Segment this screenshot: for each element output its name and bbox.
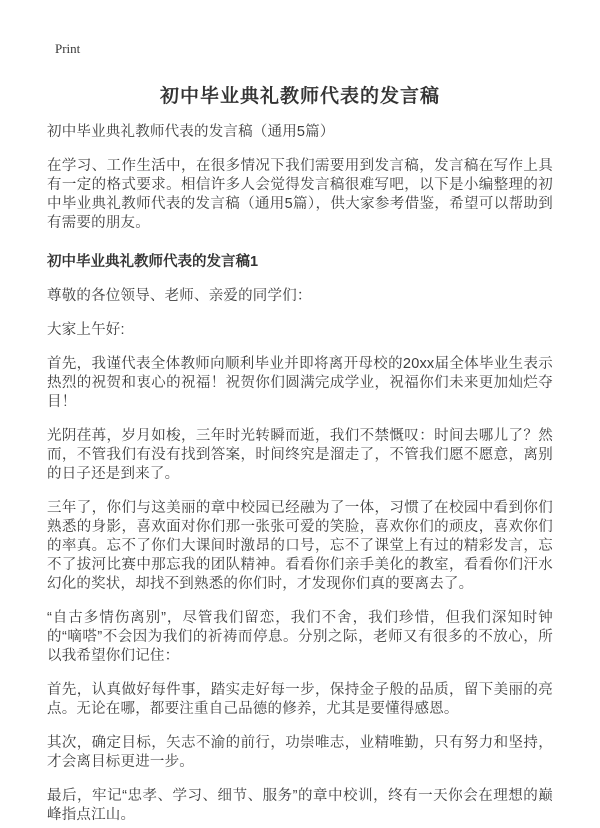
page-title: 初中毕业典礼教师代表的发言稿 <box>159 86 440 107</box>
doc-subtitle: 初中毕业典礼教师代表的发言稿（通用5篇） <box>47 124 335 140</box>
body-paragraph: 最后，牢记“忠孝、学习、细节、服务”的章中校训，终有一天你会在理想的巅峰指点江山。 <box>47 788 553 823</box>
body-paragraph: 首先，认真做好每件事，踏实走好每一步，保持金子般的品质，留下美丽的亮点。无论在哪，都要注重自己品德的修养，尤其是要懂得感恩。 <box>47 682 553 717</box>
body-paragraph: 三年了，你们与这美丽的章中校园已经融为了一体，习惯了在校园中看到你们熟悉的身影，喜欢面对你们那一张张可爱的笑脸，喜欢你们的顽皮，喜欢你们的率真。忘不了你们大课间时激昂的口号，忘不了课堂上有过的精彩发言，忘不了拔河比赛中那忘我的团队精神。看看你们亲手美化的教室，看看你们汗水幻化的奖状，却找不到熟悉的你们时，才发现你们真的要离去了。 <box>47 500 553 592</box>
section-heading: 初中毕业典礼教师代表的发言稿1 <box>47 254 259 270</box>
body-paragraph: “自古多情伤离别”，尽管我们留恋，我们不舍，我们珍惜，但我们深知时钟的“嘀嗒”不会因为我们的祈祷而停息。分别之际，老师又有很多的不放心，所以我希望你们记住： <box>47 610 553 664</box>
salutation-paragraph: 尊敬的各位领导、老师、亲爱的同学们： <box>47 288 312 304</box>
body-paragraph: 其次，确定目标，矢志不渝的前行，功崇唯志，业精唯勤，只有努力和坚持，才会离目标更进一步。 <box>47 735 553 770</box>
body-paragraph: 首先，我谨代表全体教师向顺利毕业并即将离开母校的20xx届全体毕业生表示热烈的祝贺和衷心的祝福！祝贺你们圆满完成学业，祝福你们未来更加灿烂夺目！ <box>47 356 553 410</box>
print-link[interactable]: Print <box>55 41 81 56</box>
intro-paragraph: 在学习、工作生活中，在很多情况下我们需要用到发言稿，发言稿在写作上具有一定的格式要求。相信许多人会觉得发言稿很难写吧，以下是小编整理的初中毕业典礼教师代表的发言稿（通用5篇），供大家参考借鉴，希望可以帮助到有需要的朋友。 <box>47 158 553 231</box>
greeting-paragraph: 大家上午好: <box>47 322 125 338</box>
body-paragraph: 光阴荏苒，岁月如梭，三年时光转瞬而逝，我们不禁慨叹：时间去哪儿了？然而，不管我们有没有找到答案，时间终究是溜走了，不管我们愿不愿意，离别的日子还是到来了。 <box>47 428 553 482</box>
